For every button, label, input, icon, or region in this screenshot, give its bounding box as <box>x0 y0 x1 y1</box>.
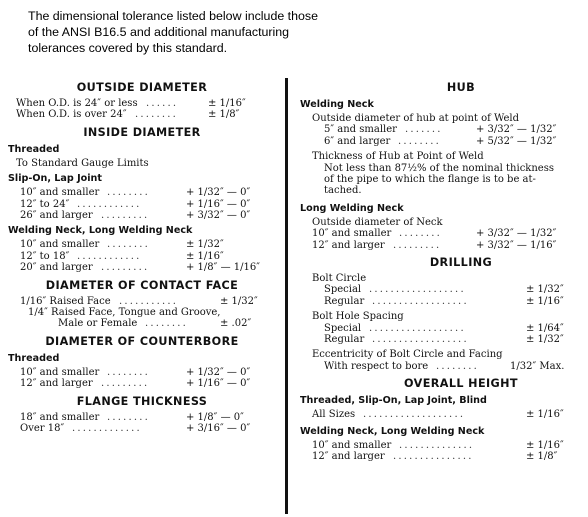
tolerance-row <box>8 367 276 378</box>
section-heading-flange-thickness: FLANGE THICKNESS <box>76 394 208 408</box>
tolerance-row <box>300 228 582 239</box>
leader-dots: ........ <box>107 411 151 423</box>
leader-dots: ........ <box>107 366 151 378</box>
tolerance-row <box>300 409 582 420</box>
row-label: 26″ and larger <box>20 209 93 221</box>
section-heading-overall-height: OVERALL HEIGHT <box>404 377 518 391</box>
row-label: 5″ and smaller <box>324 124 397 136</box>
subheading-threaded-slip-on: Threaded, Slip-On, Lap Joint, Blind <box>300 395 487 407</box>
long-od-label: Outside diameter of Neck <box>312 216 443 228</box>
eccentricity-label: Eccentricity of Bolt Circle and Facing <box>312 349 503 361</box>
row-value: + 3/32″ — 1/16″ <box>476 239 557 251</box>
tolerance-row <box>8 296 276 307</box>
row-value: ± 1/32″ <box>526 284 564 296</box>
row-value: ± 1/16″ <box>208 98 246 109</box>
threaded-text: To Standard Gauge Limits <box>16 157 149 169</box>
row-label: 6″ and larger <box>324 135 391 147</box>
left-column <box>8 76 276 434</box>
row-label: Regular <box>324 295 365 307</box>
leader-dots: ........ <box>145 318 189 330</box>
tolerance-row <box>300 136 582 147</box>
row-value: ± 1/8″ <box>526 450 558 462</box>
row-label: 10″ and smaller <box>20 187 100 199</box>
leader-dots: ......... <box>101 378 150 390</box>
leader-dots: .................. <box>369 322 466 334</box>
row-label: 12″ and larger <box>312 450 385 462</box>
row-label: 10″ and smaller <box>20 366 100 378</box>
tolerance-row <box>300 451 582 462</box>
row-value: + 1/32″ — 0″ <box>186 366 251 378</box>
bolt-circle-label: Bolt Circle <box>312 273 367 284</box>
column-divider <box>285 78 288 514</box>
row-label: With respect to bore <box>324 360 429 372</box>
intro-line: The dimensional tolerance listed below include those <box>28 9 318 23</box>
row-value: ± 1/32″ <box>186 239 224 251</box>
tolerance-row <box>8 98 276 109</box>
hub-thickness-text: tached. <box>324 185 362 197</box>
row-label: Over 18″ <box>20 422 65 434</box>
tolerance-row <box>8 262 276 273</box>
tolerance-row <box>8 378 276 389</box>
subheading-welding-neck: Welding Neck <box>300 99 374 110</box>
leader-dots: .................. <box>372 295 469 307</box>
row-label: 20″ and larger <box>20 262 93 274</box>
leader-dots: ........ <box>107 239 151 251</box>
row-label: 10″ and smaller <box>20 239 100 251</box>
subheading-slip-on: Slip-On, Lap Joint <box>8 173 102 185</box>
leader-dots: ........ <box>398 135 442 147</box>
leader-dots: ........ <box>399 228 443 240</box>
row-value: ± 1/16″ <box>186 250 224 262</box>
section-heading-inside-diameter: INSIDE DIAMETER <box>83 125 201 139</box>
tolerance-row <box>300 323 582 334</box>
tolerance-row <box>8 412 276 423</box>
row-value: + 1/16″ — 0″ <box>186 378 251 390</box>
row-value: ± 1/64″ <box>526 322 564 334</box>
leader-dots: ........ <box>135 109 179 121</box>
leader-dots: ......... <box>101 262 150 274</box>
leader-dots: ........ <box>436 360 480 372</box>
tolerance-row <box>8 251 276 262</box>
row-label: When O.D. is 24″ or less <box>16 98 138 109</box>
tolerance-row <box>300 361 582 372</box>
row-label: All Sizes <box>312 409 356 421</box>
leader-dots: ....... <box>405 124 443 136</box>
tolerance-row <box>300 334 582 345</box>
row-value: ± .02″ <box>220 318 252 330</box>
leader-dots: ............ <box>77 250 142 262</box>
row-value: + 1/8″ — 0″ <box>186 411 244 423</box>
subheading-welding-neck: Welding Neck, Long Welding Neck <box>300 425 485 437</box>
tolerance-row <box>8 187 276 198</box>
row-value: + 3/16″ — 0″ <box>186 422 251 434</box>
row-label: 10″ and smaller <box>312 228 392 240</box>
row-value: + 3/32″ — 0″ <box>186 209 251 221</box>
tolerance-row <box>8 318 276 329</box>
leader-dots: .................. <box>372 333 469 345</box>
tolerance-row <box>8 239 276 250</box>
row-value: ± 1/16″ <box>526 439 564 451</box>
leader-dots: ........ <box>107 187 151 199</box>
tolerance-row <box>8 423 276 434</box>
tolerance-row <box>8 210 276 221</box>
hub-thickness-text: of the pipe to which the flange is to be at- <box>324 174 536 185</box>
row-value: + 5/32″ — 1/32″ <box>476 135 557 147</box>
row-label: Special <box>324 322 362 334</box>
leader-dots: .............. <box>399 439 475 451</box>
row-label: 12″ and larger <box>312 239 385 251</box>
row-value: ± 1/32″ <box>220 295 258 307</box>
section-heading-contact-face: DIAMETER OF CONTACT FACE <box>45 278 239 292</box>
leader-dots: .................. <box>369 284 466 296</box>
leader-dots: ................... <box>363 409 466 421</box>
leader-dots: ............ <box>77 198 142 210</box>
hub-thickness-text: Not less than 87½% of the nominal thickness <box>324 162 554 174</box>
row-value: + 1/32″ — 0″ <box>186 187 251 199</box>
row-label: 12″ to 24″ <box>20 198 70 210</box>
subheading-threaded: Threaded <box>8 352 60 364</box>
leader-dots: ............. <box>72 422 142 434</box>
row-value: ± 1/8″ <box>208 109 240 121</box>
intro-line: of the ANSI B16.5 and additional manufacturing <box>28 25 290 39</box>
leader-dots: ........... <box>119 295 179 307</box>
row-label: 12″ to 18″ <box>20 250 70 262</box>
row-value: + 3/32″ — 1/32″ <box>476 228 557 240</box>
hub-od-label: Outside diameter of hub at point of Weld <box>312 113 520 124</box>
row-label: Male or Female <box>58 318 138 330</box>
section-heading-drilling: DRILLING <box>429 256 493 269</box>
tolerance-row <box>8 199 276 210</box>
row-value: 1/32″ Max. <box>510 360 565 372</box>
leader-dots: ...... <box>146 98 179 109</box>
row-value: + 1/8″ — 1/16″ <box>186 262 260 274</box>
row-label: 12″ and larger <box>20 378 93 390</box>
row-value: ± 1/16″ <box>526 295 564 307</box>
row-label: 18″ and smaller <box>20 411 100 423</box>
tolerance-row <box>300 284 582 295</box>
row-label: When O.D. is over 24″ <box>16 109 127 121</box>
section-heading-hub: HUB <box>446 81 476 94</box>
row-value: + 1/16″ — 0″ <box>186 198 251 210</box>
subheading-threaded: Threaded <box>8 143 60 155</box>
intro-note <box>28 8 388 56</box>
row-value: ± 1/32″ <box>526 333 564 345</box>
tolerance-row <box>300 440 582 451</box>
row-label: Regular <box>324 333 365 345</box>
row-label: Special <box>324 284 362 296</box>
subheading-welding-neck: Welding Neck, Long Welding Neck <box>8 225 193 237</box>
intro-line: tolerances covered by this standard. <box>28 41 228 55</box>
tolerance-row <box>300 124 582 135</box>
contact-face-text: 1/4″ Raised Face, Tongue and Groove, <box>28 306 221 318</box>
right-column <box>300 76 582 462</box>
tolerance-row <box>300 240 582 251</box>
hub-thickness-label: Thickness of Hub at Point of Weld <box>312 151 484 163</box>
subheading-long-welding-neck: Long Welding Neck <box>300 202 404 214</box>
row-label: 1/16″ Raised Face <box>20 295 111 307</box>
section-heading-outside-diameter: OUTSIDE DIAMETER <box>76 81 208 94</box>
bolt-spacing-label: Bolt Hole Spacing <box>312 311 404 323</box>
leader-dots: ......... <box>393 239 442 251</box>
row-label: 10″ and smaller <box>312 439 392 451</box>
leader-dots: ............... <box>393 450 474 462</box>
tolerance-row <box>8 109 276 120</box>
section-heading-counterbore: DIAMETER OF COUNTERBORE <box>45 334 239 348</box>
leader-dots: ......... <box>101 209 150 221</box>
row-value: ± 1/16″ <box>526 409 564 421</box>
row-value: + 3/32″ — 1/32″ <box>476 124 557 136</box>
tolerance-row <box>300 296 582 307</box>
